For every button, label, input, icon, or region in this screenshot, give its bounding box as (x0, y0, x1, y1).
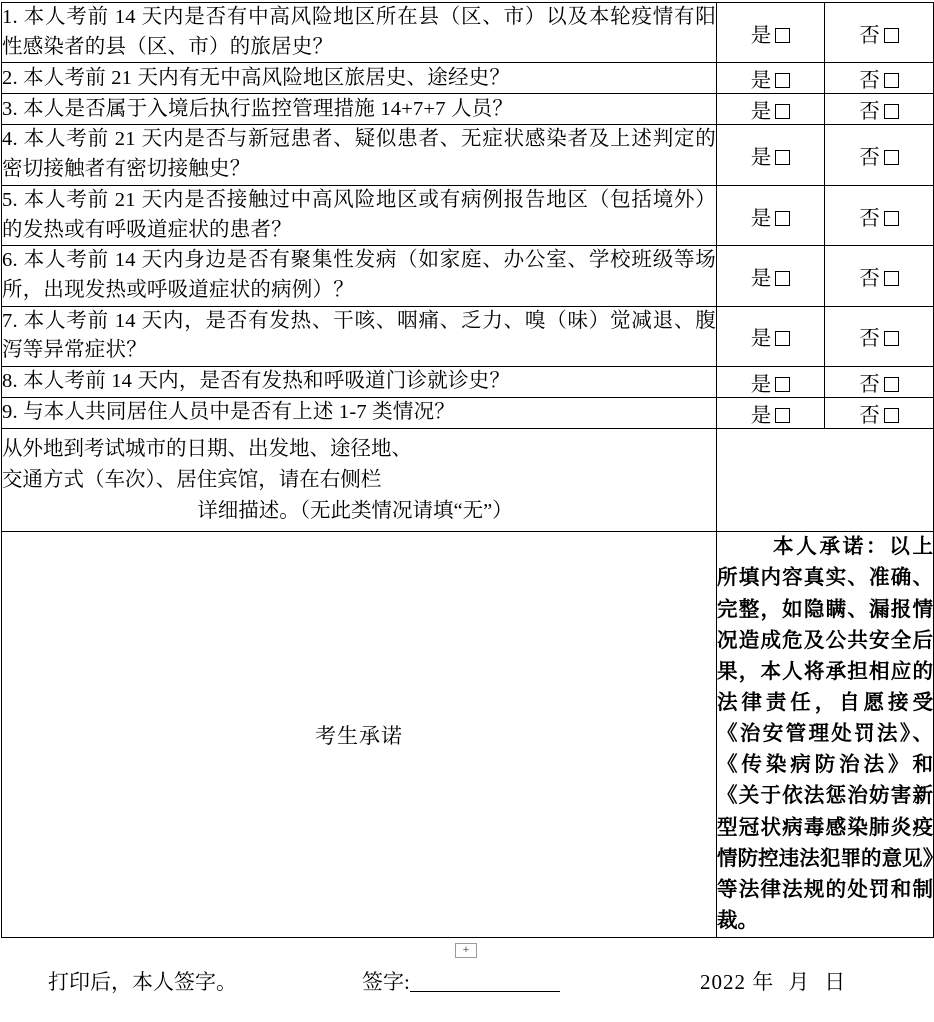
promise-text (717, 532, 934, 938)
checkbox-yes[interactable] (775, 377, 790, 392)
checkbox-no[interactable] (884, 211, 899, 226)
table-row (2, 398, 934, 429)
answer-yes-cell[interactable] (717, 94, 825, 125)
checkbox-yes[interactable] (775, 211, 790, 226)
answer-no-label: 否 (859, 374, 880, 397)
answer-no-label: 否 (859, 147, 880, 170)
answer-yes-label: 是 (750, 374, 772, 397)
table-row (2, 63, 934, 94)
date-month[interactable]: 月 (788, 970, 811, 995)
travel-history-row (2, 429, 934, 532)
signature-label: 签字: (362, 970, 410, 995)
promise-row (2, 532, 934, 938)
answer-no-label: 否 (859, 328, 880, 351)
travel-prompt-line-2: 交通方式（车次）、居住宾馆，请在右侧栏 (2, 468, 382, 491)
print-note: 打印后，本人签字。 (48, 970, 237, 995)
answer-yes-cell[interactable] (717, 246, 825, 306)
checkbox-no[interactable] (884, 28, 899, 43)
answer-yes-cell[interactable] (717, 63, 825, 94)
answer-yes-cell[interactable] (717, 398, 825, 429)
promise-label: 考生承诺 (2, 532, 717, 938)
document-footer (0, 960, 934, 1008)
answer-yes-cell[interactable] (717, 185, 825, 245)
document-page (0, 2, 934, 1022)
question-text: 1. 本人考前 14 天内是否有中高风险地区所在县（区、市）以及本轮疫情有阳性感染者的县（区、市）的旅居史？ (2, 3, 717, 63)
health-declaration-table (1, 2, 934, 938)
checkbox-no[interactable] (884, 104, 899, 119)
travel-prompt-line-1: 从外地到考试城市的日期、出发地、途径地、 (2, 438, 412, 461)
answer-no-cell[interactable] (825, 185, 934, 245)
table-row (2, 185, 934, 245)
answer-yes-label: 是 (750, 24, 772, 47)
date-area (700, 966, 846, 996)
answer-yes-cell[interactable] (717, 367, 825, 398)
checkbox-no[interactable] (884, 73, 899, 88)
answer-no-label: 否 (859, 24, 880, 47)
date-year: 2022 年 (700, 970, 775, 995)
answer-no-cell[interactable] (825, 246, 934, 306)
answer-no-label: 否 (859, 70, 880, 93)
table-row (2, 3, 934, 63)
answer-no-cell[interactable] (825, 306, 934, 366)
answer-yes-label: 是 (750, 268, 772, 291)
answer-no-cell[interactable] (825, 94, 934, 125)
answer-yes-label: 是 (750, 207, 772, 230)
table-row (2, 94, 934, 125)
checkbox-no[interactable] (884, 331, 899, 346)
table-row (2, 125, 934, 185)
checkbox-yes[interactable] (775, 331, 790, 346)
question-text: 4. 本人考前 21 天内是否与新冠患者、疑似患者、无症状感染者及上述判定的密切接触者有密切接触史？ (2, 125, 717, 185)
checkbox-yes[interactable] (775, 28, 790, 43)
checkbox-yes[interactable] (775, 408, 790, 423)
answer-no-label: 否 (859, 207, 880, 230)
answer-no-label: 否 (859, 268, 880, 291)
answer-yes-cell[interactable] (717, 3, 825, 63)
checkbox-no[interactable] (884, 150, 899, 165)
checkbox-no[interactable] (884, 408, 899, 423)
answer-no-cell[interactable] (825, 63, 934, 94)
answer-no-label: 否 (859, 405, 880, 428)
question-text: 7. 本人考前 14 天内，是否有发热、干咳、咽痛、乏力、嗅（味）觉减退、腹泻等异常症状？ (2, 306, 717, 366)
travel-prompt-line-3: 详细描述。（无此类情况请填“无”） (197, 499, 513, 522)
question-text: 9. 与本人共同居住人员中是否有上述 1-7 类情况？ (2, 398, 717, 429)
signature-area (362, 966, 560, 996)
travel-history-prompt (2, 429, 717, 532)
answer-no-cell[interactable] (825, 3, 934, 63)
promise-heading: 本人承诺： (770, 536, 890, 559)
checkbox-no[interactable] (884, 271, 899, 286)
answer-yes-label: 是 (750, 101, 772, 124)
question-text: 6. 本人考前 14 天内身边是否有聚集性发病（如家庭、办公室、学校班级等场所，出现发热或呼吸道症状的病例）？ (2, 246, 717, 306)
checkbox-yes[interactable] (775, 271, 790, 286)
question-text: 3. 本人是否属于入境后执行监控管理措施 14+7+7 人员？ (2, 94, 717, 125)
answer-yes-label: 是 (750, 147, 772, 170)
answer-yes-label: 是 (750, 328, 772, 351)
table-body (2, 3, 934, 938)
answer-yes-label: 是 (750, 405, 772, 428)
date-day[interactable]: 日 (824, 970, 847, 995)
question-text: 5. 本人考前 21 天内是否接触过中高风险地区或有病例报告地区（包括境外）的发热或有呼吸道症状的患者？ (2, 185, 717, 245)
table-row (2, 367, 934, 398)
answer-no-cell[interactable] (825, 125, 934, 185)
expand-plus-marker[interactable]: + (455, 943, 477, 958)
answer-no-cell[interactable] (825, 367, 934, 398)
question-text: 8. 本人考前 14 天内，是否有发热和呼吸道门诊就诊史？ (2, 367, 717, 398)
table-row (2, 306, 934, 366)
answer-no-cell[interactable] (825, 398, 934, 429)
table-row (2, 246, 934, 306)
answer-yes-cell[interactable] (717, 125, 825, 185)
signature-input[interactable] (410, 991, 560, 992)
answer-yes-label: 是 (750, 70, 772, 93)
checkbox-no[interactable] (884, 377, 899, 392)
question-text: 2. 本人考前 21 天内有无中高风险地区旅居史、途经史？ (2, 63, 717, 94)
answer-no-label: 否 (859, 101, 880, 124)
checkbox-yes[interactable] (775, 104, 790, 119)
checkbox-yes[interactable] (775, 150, 790, 165)
checkbox-yes[interactable] (775, 73, 790, 88)
promise-body: 以上所填内容真实、准确、完整，如隐瞒、漏报情况造成危及公共安全后果，本人将承担相应的法律责任，自愿接受《治安管理处罚法》、《传染病防治法》和《关于依法惩治妨害新型冠状病毒感染肺炎疫情防控违法犯罪的意见》等法律法规的处罚和制裁。 (717, 536, 934, 933)
travel-history-answer-field[interactable] (717, 429, 934, 532)
answer-yes-cell[interactable] (717, 306, 825, 366)
